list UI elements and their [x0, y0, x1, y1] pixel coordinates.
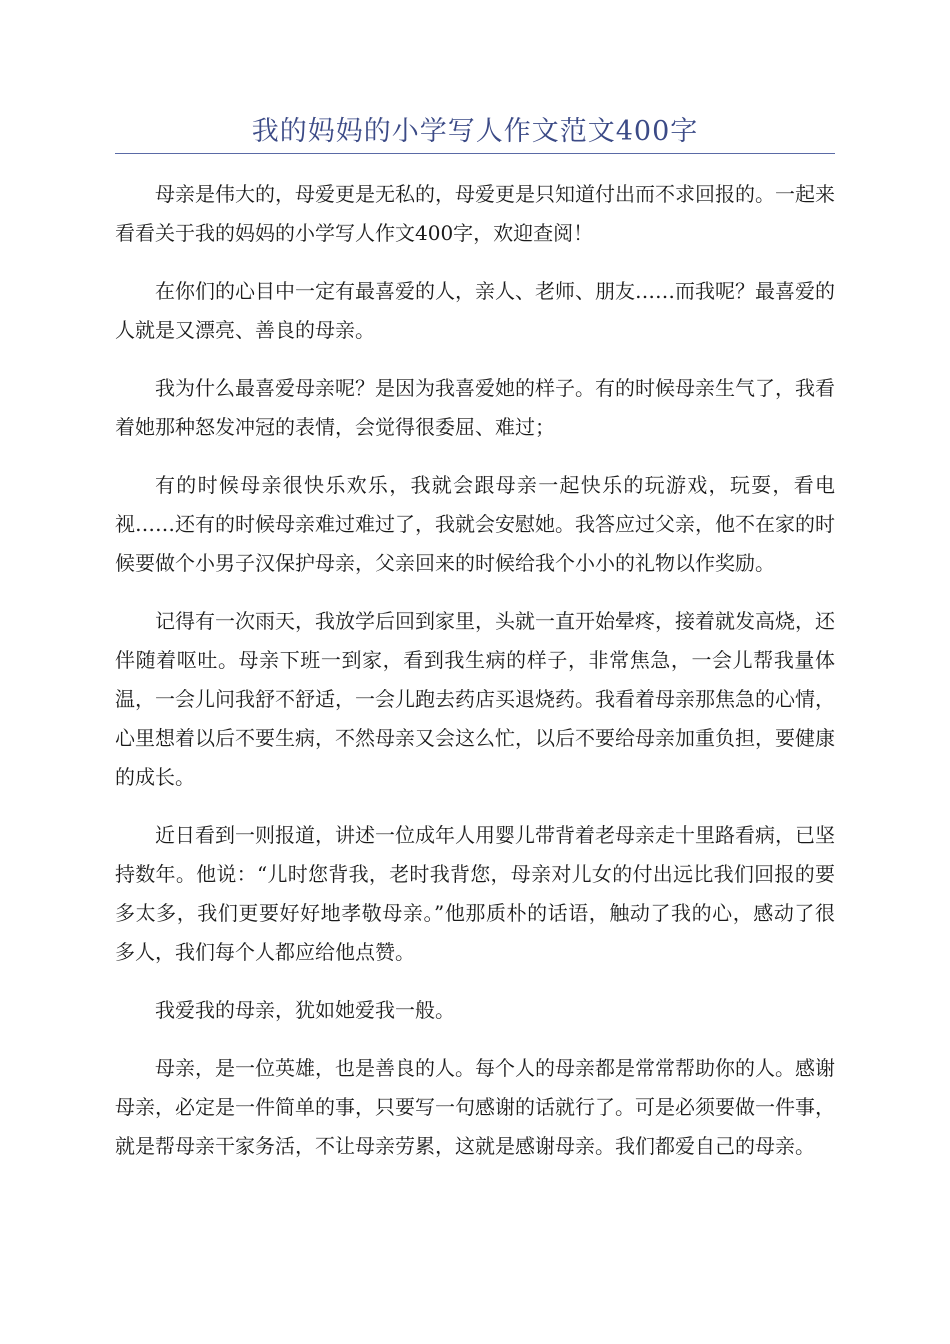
- article-body: [115, 175, 835, 1185]
- paragraph-1: 母亲是伟大的，母爱更是无私的，母爱更是只知道付出而不求回报的。一起来看看关于我的妈妈的小学写人作文400字，欢迎查阅！: [115, 182, 835, 245]
- paragraph-4: 有的时候母亲很快乐欢乐，我就会跟母亲一起快乐的玩游戏，玩耍，看电视……还有的时候母亲难过难过了，我就会安慰她。我答应过父亲，他不在家的时候要做个小男子汉保护母亲，父亲回来的时候给我个小小的礼物以作奖励。: [115, 473, 835, 575]
- paragraph-3: 我为什么最喜爱母亲呢？是因为我喜爱她的样子。有的时候母亲生气了，我看着她那种怒发冲冠的表情，会觉得很委屈、难过；: [115, 376, 835, 439]
- page-title: 我的妈妈的小学写人作文范文400字: [251, 116, 699, 147]
- paragraph-8: 母亲，是一位英雄，也是善良的人。每个人的母亲都是常常帮助你的人。感谢母亲，必定是一件简单的事，只要写一句感谢的话就行了。可是必须要做一件事，就是帮母亲干家务活，不让母亲劳累，这就是感谢母亲。我们都爱自己的母亲。: [115, 1056, 835, 1158]
- title-underline: [115, 153, 835, 154]
- paragraph-6: 近日看到一则报道，讲述一位成年人用婴儿带背着老母亲走十里路看病，已坚持数年。他说：“儿时您背我，老时我背您，母亲对儿女的付出远比我们回报的要多太多，我们更要好好地孝敬母亲。”他那质朴的话语，触动了我的心，感动了很多人，我们每个人都应给他点赞。: [115, 823, 835, 964]
- paragraph-5: 记得有一次雨天，我放学后回到家里，头就一直开始晕疼，接着就发高烧，还伴随着呕吐。母亲下班一到家，看到我生病的样子，非常焦急，一会儿帮我量体温，一会儿问我舒不舒适，一会儿跑去药店买退烧药。我看着母亲那焦急的心情，心里想着以后不要生病，不然母亲又会这么忙，以后不要给母亲加重负担，要健康的成长。: [115, 609, 835, 789]
- paragraph-2: 在你们的心目中一定有最喜爱的人，亲人、老师、朋友……而我呢？最喜爱的人就是又漂亮、善良的母亲。: [115, 279, 835, 342]
- paragraph-7: 我爱我的母亲，犹如她爱我一般。: [155, 998, 455, 1022]
